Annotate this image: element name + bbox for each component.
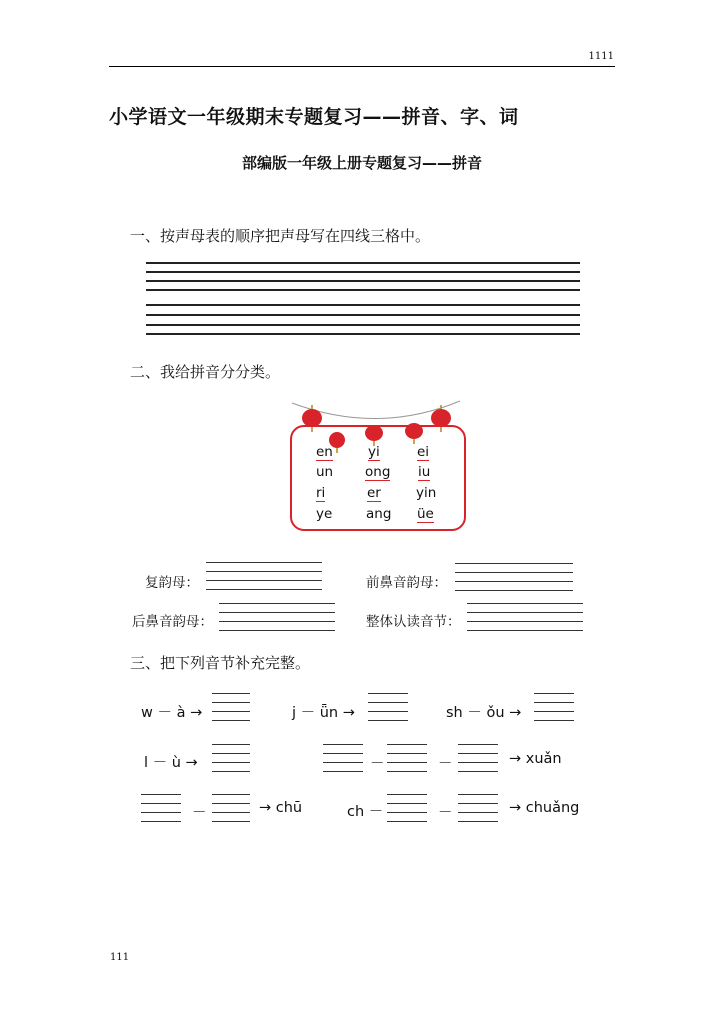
answer-lines xyxy=(212,693,250,721)
dash: － xyxy=(192,805,207,821)
syllable-result-g: → chuǎng xyxy=(509,800,580,816)
syllable: yi xyxy=(368,444,380,460)
answer-lines xyxy=(458,744,498,772)
answer-lines xyxy=(368,693,408,721)
page-number-top: 1111 xyxy=(588,51,614,62)
category-label-houbi: 后鼻音韵母： xyxy=(132,614,213,630)
answer-lines xyxy=(323,744,363,772)
dash: － xyxy=(438,805,453,821)
syllable: üe xyxy=(417,506,434,522)
four-line-grid-2 xyxy=(146,304,580,334)
answer-lines xyxy=(458,794,498,822)
syllable: ye xyxy=(316,506,333,522)
syllable: ang xyxy=(366,506,392,522)
four-line-grid-1 xyxy=(146,262,580,290)
answer-lines xyxy=(534,693,574,721)
syllable: en xyxy=(316,444,333,460)
syllable: un xyxy=(316,464,334,480)
syllable-item-c: sh － ǒu → xyxy=(446,705,522,721)
dash: － xyxy=(370,756,385,772)
answer-lines xyxy=(467,603,583,631)
syllable-result-f: → chū xyxy=(259,800,303,816)
syllable-item-d: l － ù → xyxy=(144,755,198,771)
question-2-title: 二、我给拼音分分类。 xyxy=(130,363,281,381)
category-label-fuyunmu: 复韵母： xyxy=(145,575,199,591)
syllable: ri xyxy=(316,485,326,501)
syllable-item-g-prefix: ch － xyxy=(347,804,384,820)
page-subtitle: 部编版一年级上册专题复习——拼音 xyxy=(241,154,482,172)
syllable: er xyxy=(367,485,381,501)
dash: － xyxy=(438,756,453,772)
header-rule xyxy=(109,66,615,67)
answer-lines xyxy=(219,603,335,631)
answer-lines xyxy=(455,563,573,591)
answer-lines xyxy=(212,794,250,822)
syllable: yin xyxy=(416,485,437,501)
question-3-title: 三、把下列音节补充完整。 xyxy=(130,654,311,672)
syllable: ei xyxy=(417,444,430,460)
category-label-zhengti: 整体认读音节： xyxy=(366,614,461,630)
syllable-result-e: → xuǎn xyxy=(509,751,562,767)
syllable-item-a: w － à → xyxy=(141,705,203,721)
answer-lines xyxy=(387,794,427,822)
page-number-bottom: 111 xyxy=(110,952,130,963)
syllable-item-b: j － ǖn → xyxy=(292,705,355,721)
answer-lines xyxy=(141,794,181,822)
syllable: iu xyxy=(418,464,431,480)
category-label-qianbi: 前鼻音韵母： xyxy=(366,575,447,591)
page-title: 小学语文一年级期末专题复习——拼音、字、词 xyxy=(109,106,519,128)
answer-lines xyxy=(212,744,250,772)
answer-lines xyxy=(206,562,322,590)
syllable: ong xyxy=(365,464,391,480)
question-1-title: 一、按声母表的顺序把声母写在四线三格中。 xyxy=(130,227,431,245)
answer-lines xyxy=(387,744,427,772)
